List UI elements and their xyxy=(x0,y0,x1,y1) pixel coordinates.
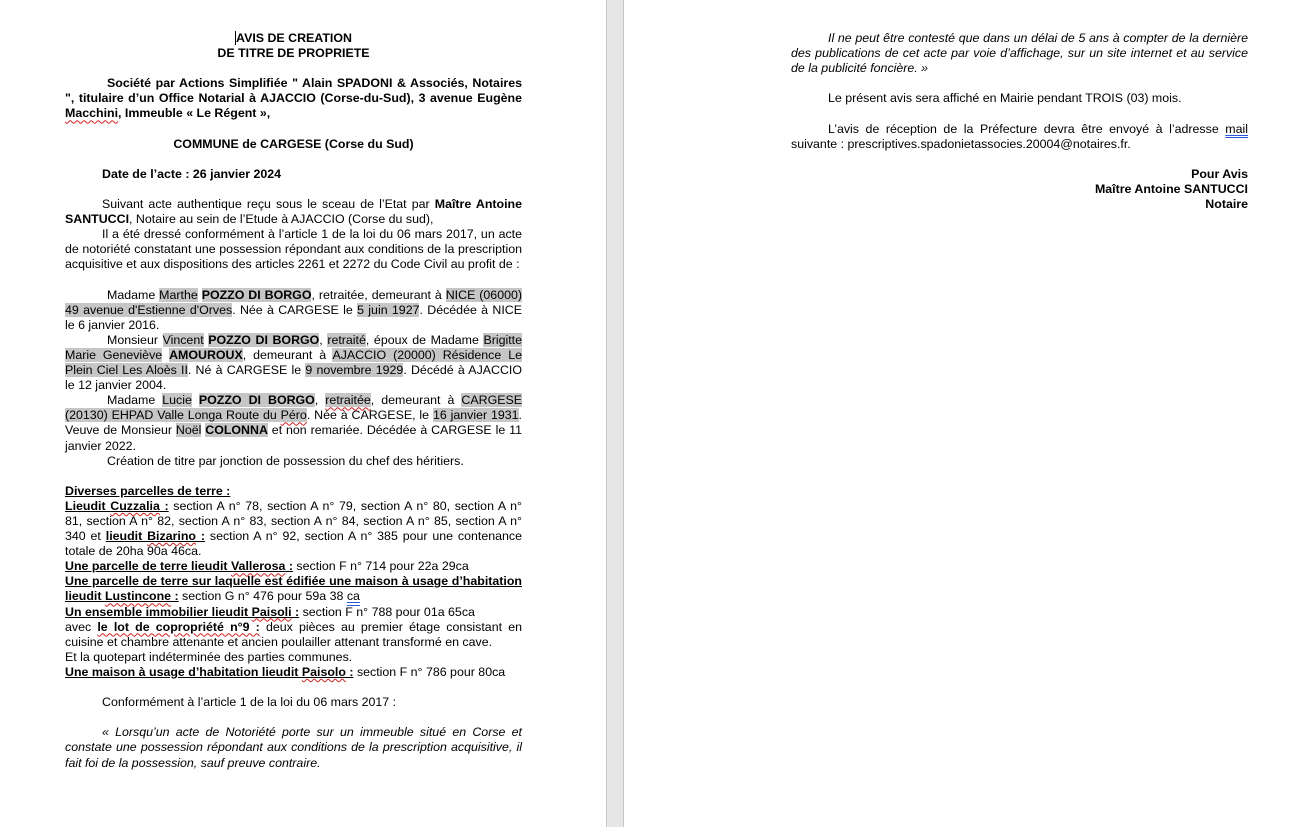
signataire: Maître Antoine SANTUCCI xyxy=(1094,181,1248,196)
pour-avis: Pour Avis xyxy=(1191,166,1248,181)
lieudit-cuzzalia: Lieudit Cuzzalia : section A n° 78, section A n° 79, section A n° 80, section A n° 81, section A n° 82, section A n° 83, section A n° 84, section A n° 85, section A n° 340 et lieudit Bizarino : section A n° 92, section A n° 385 pour une contenance totale de 20ha 90a 46ca. xyxy=(65,498,522,559)
lieudit-paisolo: Une maison à usage d’habitation lieudit Paisolo : section F n° 786 pour 80ca xyxy=(65,664,506,679)
acte-dresse: Il a été dressé conformément à l’article 1 de la loi du 06 mars 2017, un acte de notoriété constatant une possession répondant aux conditions de la prescription acquisitive et aux dispositions des articles 2261 et 2272 du Code Civil au profit de : xyxy=(65,227,522,272)
lot-copropriete: avec le lot de copropriété n°9 : deux pièces au premier étage consistant en cuisine et chambre attenante et ancien poulailler attenant transformé en cave. xyxy=(65,619,522,649)
lieudit-paisoli: Un ensemble immobilier lieudit Paisoli : section F n° 788 pour 01a 65ca xyxy=(65,604,475,619)
suivant-acte: Suivant acte authentique reçu sous le sceau de l’Etat par Maître Antoine SANTUCCI, Notaire au sein de l’Etude à AJACCIO (Corse du sud), xyxy=(65,197,522,227)
page-left-text xyxy=(65,31,522,771)
page-gap xyxy=(606,0,624,827)
page-right-text xyxy=(791,31,1248,212)
commune-heading: COMMUNE de CARGESE (Corse du Sud) xyxy=(173,136,414,151)
title-line-2: DE TITRE DE PROPRIETE xyxy=(217,46,370,61)
document-page-left[interactable] xyxy=(0,0,606,827)
citation-fin: Il ne peut être contesté que dans un délai de 5 ans à compter de la dernière des publications de cet acte par voie d’affichage, sur un site internet et au service de la publicité foncière. » xyxy=(791,31,1248,76)
parcelles-heading: Diverses parcelles de terre : xyxy=(65,483,231,498)
affichage-mairie: Le présent avis sera affiché en Mairie pendant TROIS (03) mois. xyxy=(828,91,1182,106)
lieudit-lustincone: Une parcelle de terre sur laquelle est édifiée une maison à usage d’habitation lieudit Lustincone : section G n° 476 pour 59a 38 ca xyxy=(65,574,522,604)
document-page-right[interactable] xyxy=(624,0,1295,827)
avis-reception: L’avis de réception de la Préfecture devra être envoyé à l’adresse mail suivante : prescriptives.spadonietassocies.20004@notaires.fr. xyxy=(791,121,1248,151)
qualite: Notaire xyxy=(1205,197,1248,212)
quotepart: Et la quotepart indéterminée des parties communes. xyxy=(65,649,353,664)
date-acte: Date de l’acte : 26 janvier 2024 xyxy=(102,166,282,181)
lieudit-vallerosa: Une parcelle de terre lieudit Vallerosa : section F n° 714 pour 22a 29ca xyxy=(65,559,469,574)
notary-intro: Société par Actions Simplifiée " Alain SPADONI & Associés, Notaires ", titulaire d’un Office Notarial à AJACCIO (Corse-du-Sud), 3 avenue Eugène Macchini, Immeuble « Le Régent », xyxy=(65,76,522,121)
beneficiary-3: Madame Lucie POZZO DI BORGO, retraitée, demeurant à CARGESE (20130) EHPAD Valle Longa Route du Péro. Née à CARGESE, le 16 janvier 1931. Veuve de Monsieur Noël COLONNA et non remariée. Décédée à CARGESE le 11 janvier 2022. xyxy=(65,393,522,453)
beneficiary-2: Monsieur Vincent POZZO DI BORGO, retraité, époux de Madame Brigitte Marie Geneviève AMOUROUX, demeurant à AJACCIO (20000) Résidence Le Plein Ciel Les Aloès II. Né à CARGESE le 9 novembre 1929. Décédé à AJACCIO le 12 janvier 2004. xyxy=(65,332,523,393)
title-line-1: AVIS DE CREATION xyxy=(236,31,352,45)
citation-debut: « Lorsqu’un acte de Notoriété porte sur un immeuble situé en Corse et constate une possession répondant aux conditions de la prescription acquisitive, il fait foi de la possession, sauf preuve contraire. xyxy=(65,725,522,770)
conformement: Conformément à l’article 1 de la loi du 06 mars 2017 : xyxy=(102,695,397,710)
creation-titre: Création de titre par jonction de possession du chef des héritiers. xyxy=(107,453,464,468)
beneficiary-1: Madame Marthe POZZO DI BORGO, retraitée, demeurant à NICE (06000) 49 avenue d'Estienne d'Orves. Née à CARGESE le 5 juin 1927. Décédée à NICE le 6 janvier 2016. xyxy=(65,287,522,332)
